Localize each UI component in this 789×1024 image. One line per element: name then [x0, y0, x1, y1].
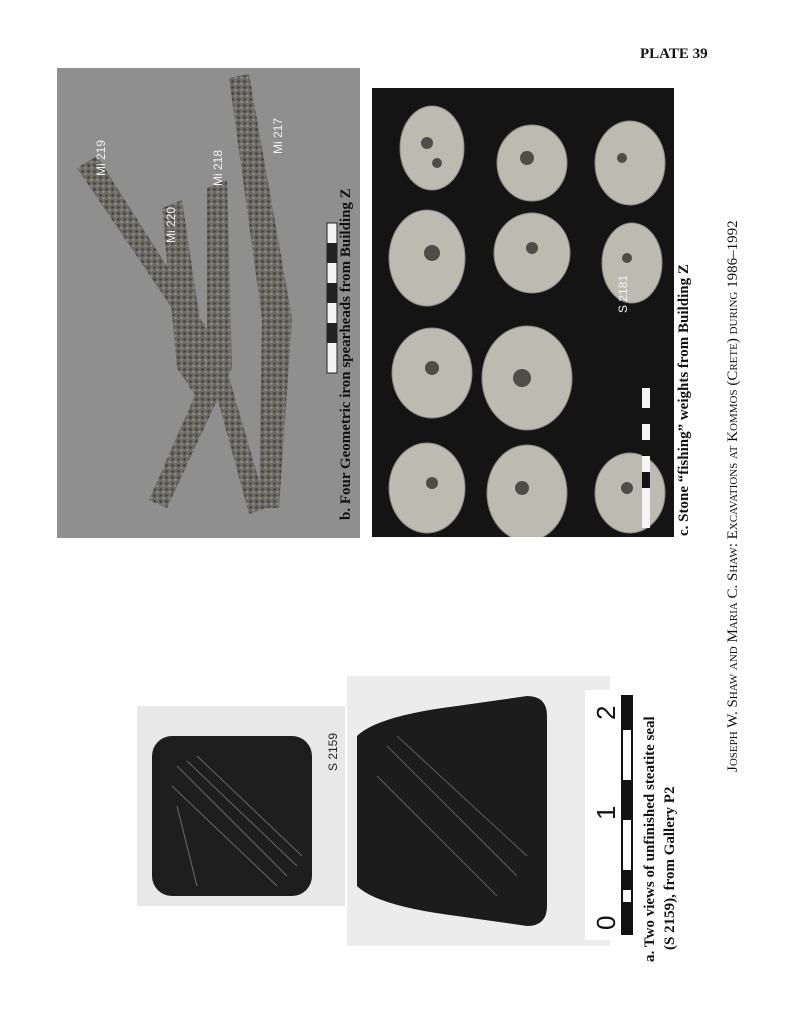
scale-label-0: 0 [591, 915, 621, 930]
stone-weight [602, 223, 662, 303]
plate-number: PLATE 39 [640, 46, 708, 62]
caption-a-line2: (S 2159), from Gallery P2 [662, 786, 678, 950]
label-s2181: S 2181 [616, 274, 630, 313]
scale-bar-b [327, 223, 337, 373]
scale-bar-a [585, 690, 637, 940]
label-mi219: Mi 219 [94, 139, 108, 176]
caption-a [640, 716, 680, 962]
label-s2159: S 2159 [326, 732, 340, 771]
label-mi217: Mi 217 [271, 117, 285, 154]
spearheads-photo [57, 68, 360, 538]
label-mi218: Mi 218 [211, 149, 225, 186]
scale-bar-c [642, 388, 650, 528]
scale-label-1: 1 [591, 805, 621, 820]
label-mi220: Mi 220 [164, 206, 178, 243]
stone-weight [497, 125, 567, 201]
stone-weight [389, 443, 465, 533]
running-head: Joseph W. Shaw and Maria C. Shaw: Excavations at Kommos (Crete) during 1986–1992 [725, 220, 741, 772]
caption-b: b. Four Geometric iron spearheads from Building Z [338, 188, 354, 520]
scale-label-2: 2 [591, 705, 621, 720]
stone-weights-photo [372, 88, 674, 537]
caption-c: c. Stone “fishing” weights from Building Z [676, 264, 692, 536]
caption-a-line1: a. Two views of unfinished steatite seal [642, 716, 658, 962]
stone-weight [400, 106, 464, 190]
seal-view-2 [347, 676, 610, 946]
seal-view-1 [137, 706, 345, 906]
stone-weight [595, 121, 665, 205]
